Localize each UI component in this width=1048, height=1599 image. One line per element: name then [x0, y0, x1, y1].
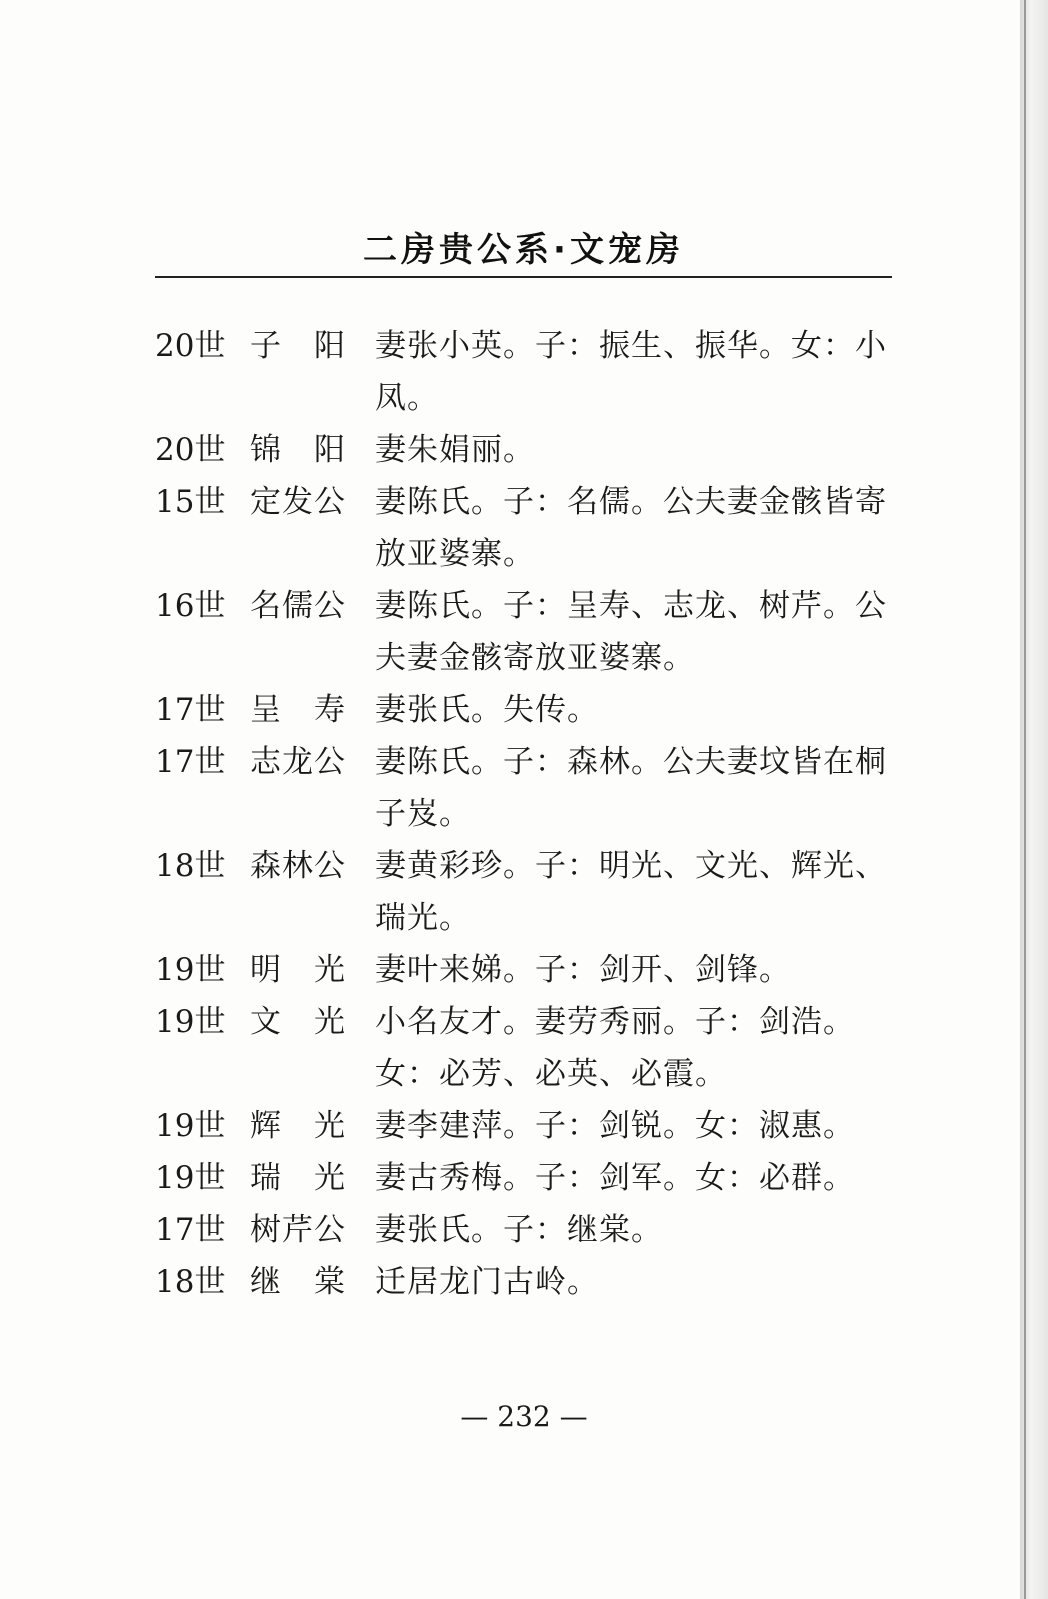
person-description: 妻叶来娣。子：剑开、剑锋。	[375, 952, 791, 988]
person-description: 迁居龙门古岭。	[375, 1264, 599, 1300]
person-name: 继棠	[250, 1264, 345, 1300]
generation-label: 17世	[155, 744, 226, 780]
entry-row	[155, 424, 900, 476]
person-description: 妻黄彩珍。子：明光、文光、辉光、瑞光。	[375, 848, 887, 936]
generation-label: 18世	[155, 848, 226, 884]
entry-row	[155, 684, 900, 736]
generation-label: 19世	[155, 1108, 226, 1144]
person-name: 瑞光	[250, 1160, 345, 1196]
person-name: 名儒公	[250, 588, 345, 624]
person-description: 妻张小英。子：振生、振华。女：小凤。	[375, 328, 887, 416]
entry-row	[155, 320, 900, 424]
running-header: 二房贵公系·文宠房	[363, 230, 684, 270]
person-description: 妻张氏。失传。	[375, 692, 599, 728]
generation-label: 19世	[155, 1160, 226, 1196]
generation-label: 15世	[155, 484, 226, 520]
person-description: 小名友才。妻劳秀丽。子：剑浩。女：必芳、必英、必霞。	[375, 1004, 855, 1092]
entry-row	[155, 840, 900, 944]
person-name: 子阳	[250, 328, 345, 364]
person-description: 妻张氏。子：继棠。	[375, 1212, 663, 1248]
person-description: 妻李建萍。子：剑锐。女：淑惠。	[375, 1108, 855, 1144]
person-name: 呈寿	[250, 692, 345, 728]
generation-label: 20世	[155, 328, 226, 364]
person-name: 志龙公	[250, 744, 345, 780]
entry-row	[155, 1152, 900, 1204]
generation-label: 16世	[155, 588, 226, 624]
generation-label: 17世	[155, 692, 226, 728]
person-name: 辉光	[250, 1108, 345, 1144]
person-description: 妻陈氏。子：呈寿、志龙、树芹。公夫妻金骸寄放亚婆寨。	[375, 588, 887, 676]
entry-row	[155, 580, 900, 684]
entry-row	[155, 476, 900, 580]
generation-label: 18世	[155, 1264, 226, 1300]
entry-row	[155, 944, 900, 996]
person-description: 妻古秀梅。子：剑军。女：必群。	[375, 1160, 855, 1196]
person-name: 锦阳	[250, 432, 345, 468]
header-rule	[155, 276, 892, 278]
person-name: 明光	[250, 952, 345, 988]
person-name: 森林公	[250, 848, 345, 884]
person-description: 妻朱娟丽。	[375, 432, 535, 468]
entry-row	[155, 1256, 900, 1308]
generation-label: 19世	[155, 952, 226, 988]
generation-label: 17世	[155, 1212, 226, 1248]
generation-label: 19世	[155, 1004, 226, 1040]
entry-row	[155, 1204, 900, 1256]
person-description: 妻陈氏。子：名儒。公夫妻金骸皆寄放亚婆寨。	[375, 484, 887, 572]
generation-label: 20世	[155, 432, 226, 468]
person-name: 树芹公	[250, 1212, 345, 1248]
person-name: 文光	[250, 1004, 345, 1040]
entry-row	[155, 736, 900, 840]
person-description: 妻陈氏。子：森林。公夫妻坟皆在桐子岌。	[375, 744, 887, 832]
page-number: — 232 —	[460, 1400, 588, 1433]
entry-row	[155, 996, 900, 1100]
entry-row	[155, 1100, 900, 1152]
genealogy-entries	[155, 320, 900, 1308]
page-edge	[1020, 0, 1048, 1599]
person-name: 定发公	[250, 484, 345, 520]
